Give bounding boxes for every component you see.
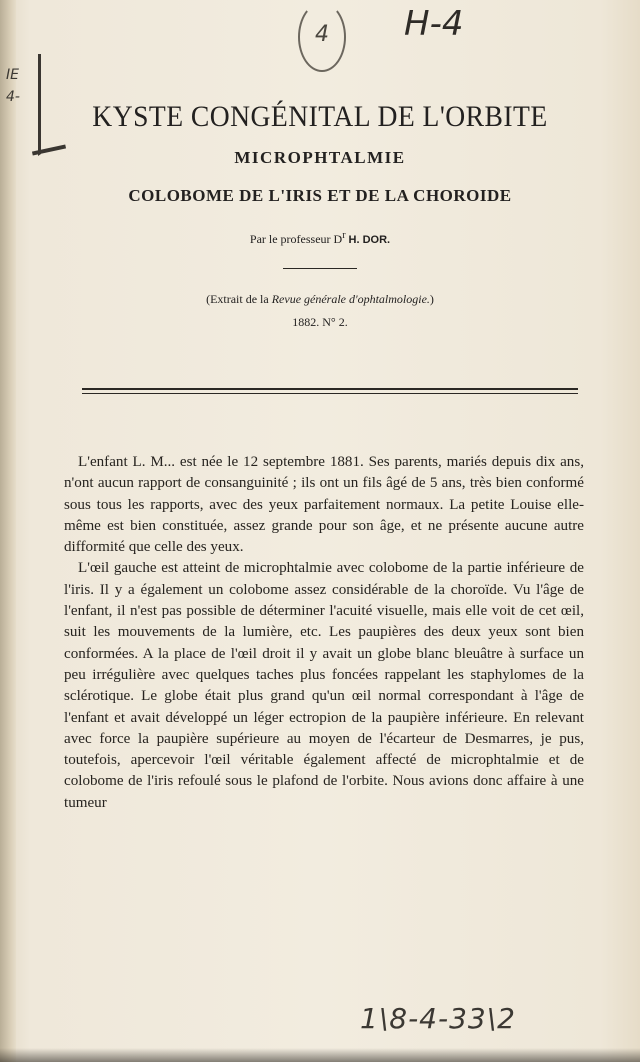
accession-number-annotation: 1\8-4-33\2	[360, 1002, 516, 1035]
author-byline	[40, 230, 600, 247]
byline-superscript: r	[342, 230, 346, 241]
extract-open: (Extrait de la	[206, 292, 272, 306]
document-title: KYSTE CONGÉNITAL DE L'ORBITE	[92, 100, 548, 133]
margin-note-line: IE	[6, 67, 19, 83]
document-subtitle: MICROPHTALMIE	[234, 148, 406, 167]
journal-name: Revue générale d'ophtalmologie.	[271, 292, 430, 306]
paragraph: L'enfant L. M... est née le 12 septembre 1881. Ses parents, mariés depuis dix ans, n'ont aucun rapport de consanguinité ; ils ont un fils âgé de 5 ans, très bien conformé sous tous les rapports, avec des yeux parfaitement normaux. La petite Louise elle-même est bien constituée, assez grande pour son âge, et ne présente aucune autre difformité que celle des yeux.	[64, 454, 584, 556]
divider-double-top	[82, 388, 578, 390]
divider-double-bottom	[82, 393, 578, 394]
page-bottom-edge	[0, 1048, 640, 1062]
extract-note	[40, 292, 600, 307]
paragraph: L'œil gauche est atteint de microphtalmie avec colobome de la partie inférieure de l'iris. Il y a également un colobome assez considérable de la choroïde. Vu l'âge de l'enfant, il n'est pas possible de déterminer l'acuité visuelle, mais elle voit de cet œil, suit les mouvements de la lumière, etc. Les paupières des deux yeux sont bien conformées. A la place de l'œil droit il y avait un globe blanc bleuâtre à surface un peu irrégulière avec quelques taches plus foncées rappelant les staphylomes de la sclérotique. Le globe était plus grand qu'un œil normal correspondant à l'âge de l'enfant et avait développé un léger ectropion de la paupière inférieure. En relevant avec force la paupière supérieure au moyen de l'écarteur de Desmarres, je pus, toutefois, apercevoir l'œil véritable également affecté de microphtalmie et de colobome de l'iris refoulé sous le plafond de l'orbite. Nous avions donc affaire à une tumeur	[64, 560, 584, 811]
document-subtitle-secondary: COLOBOME DE L'IRIS ET DE LA CHOROIDE	[128, 186, 512, 205]
margin-note	[6, 64, 20, 108]
call-number-annotation: H-4	[404, 4, 464, 44]
issue-number: 1882. N° 2.	[292, 315, 348, 329]
divider-short	[283, 268, 357, 269]
circled-number-annotation: 4	[298, 2, 346, 72]
binding-edge	[0, 0, 16, 1062]
byline-prefix: Par le professeur D	[249, 232, 343, 246]
margin-bracket-mark	[38, 54, 63, 156]
margin-note-line: 4-	[6, 89, 20, 105]
author-name: H. DOR.	[348, 234, 391, 246]
body-text	[64, 452, 584, 814]
extract-close: )	[429, 292, 434, 306]
